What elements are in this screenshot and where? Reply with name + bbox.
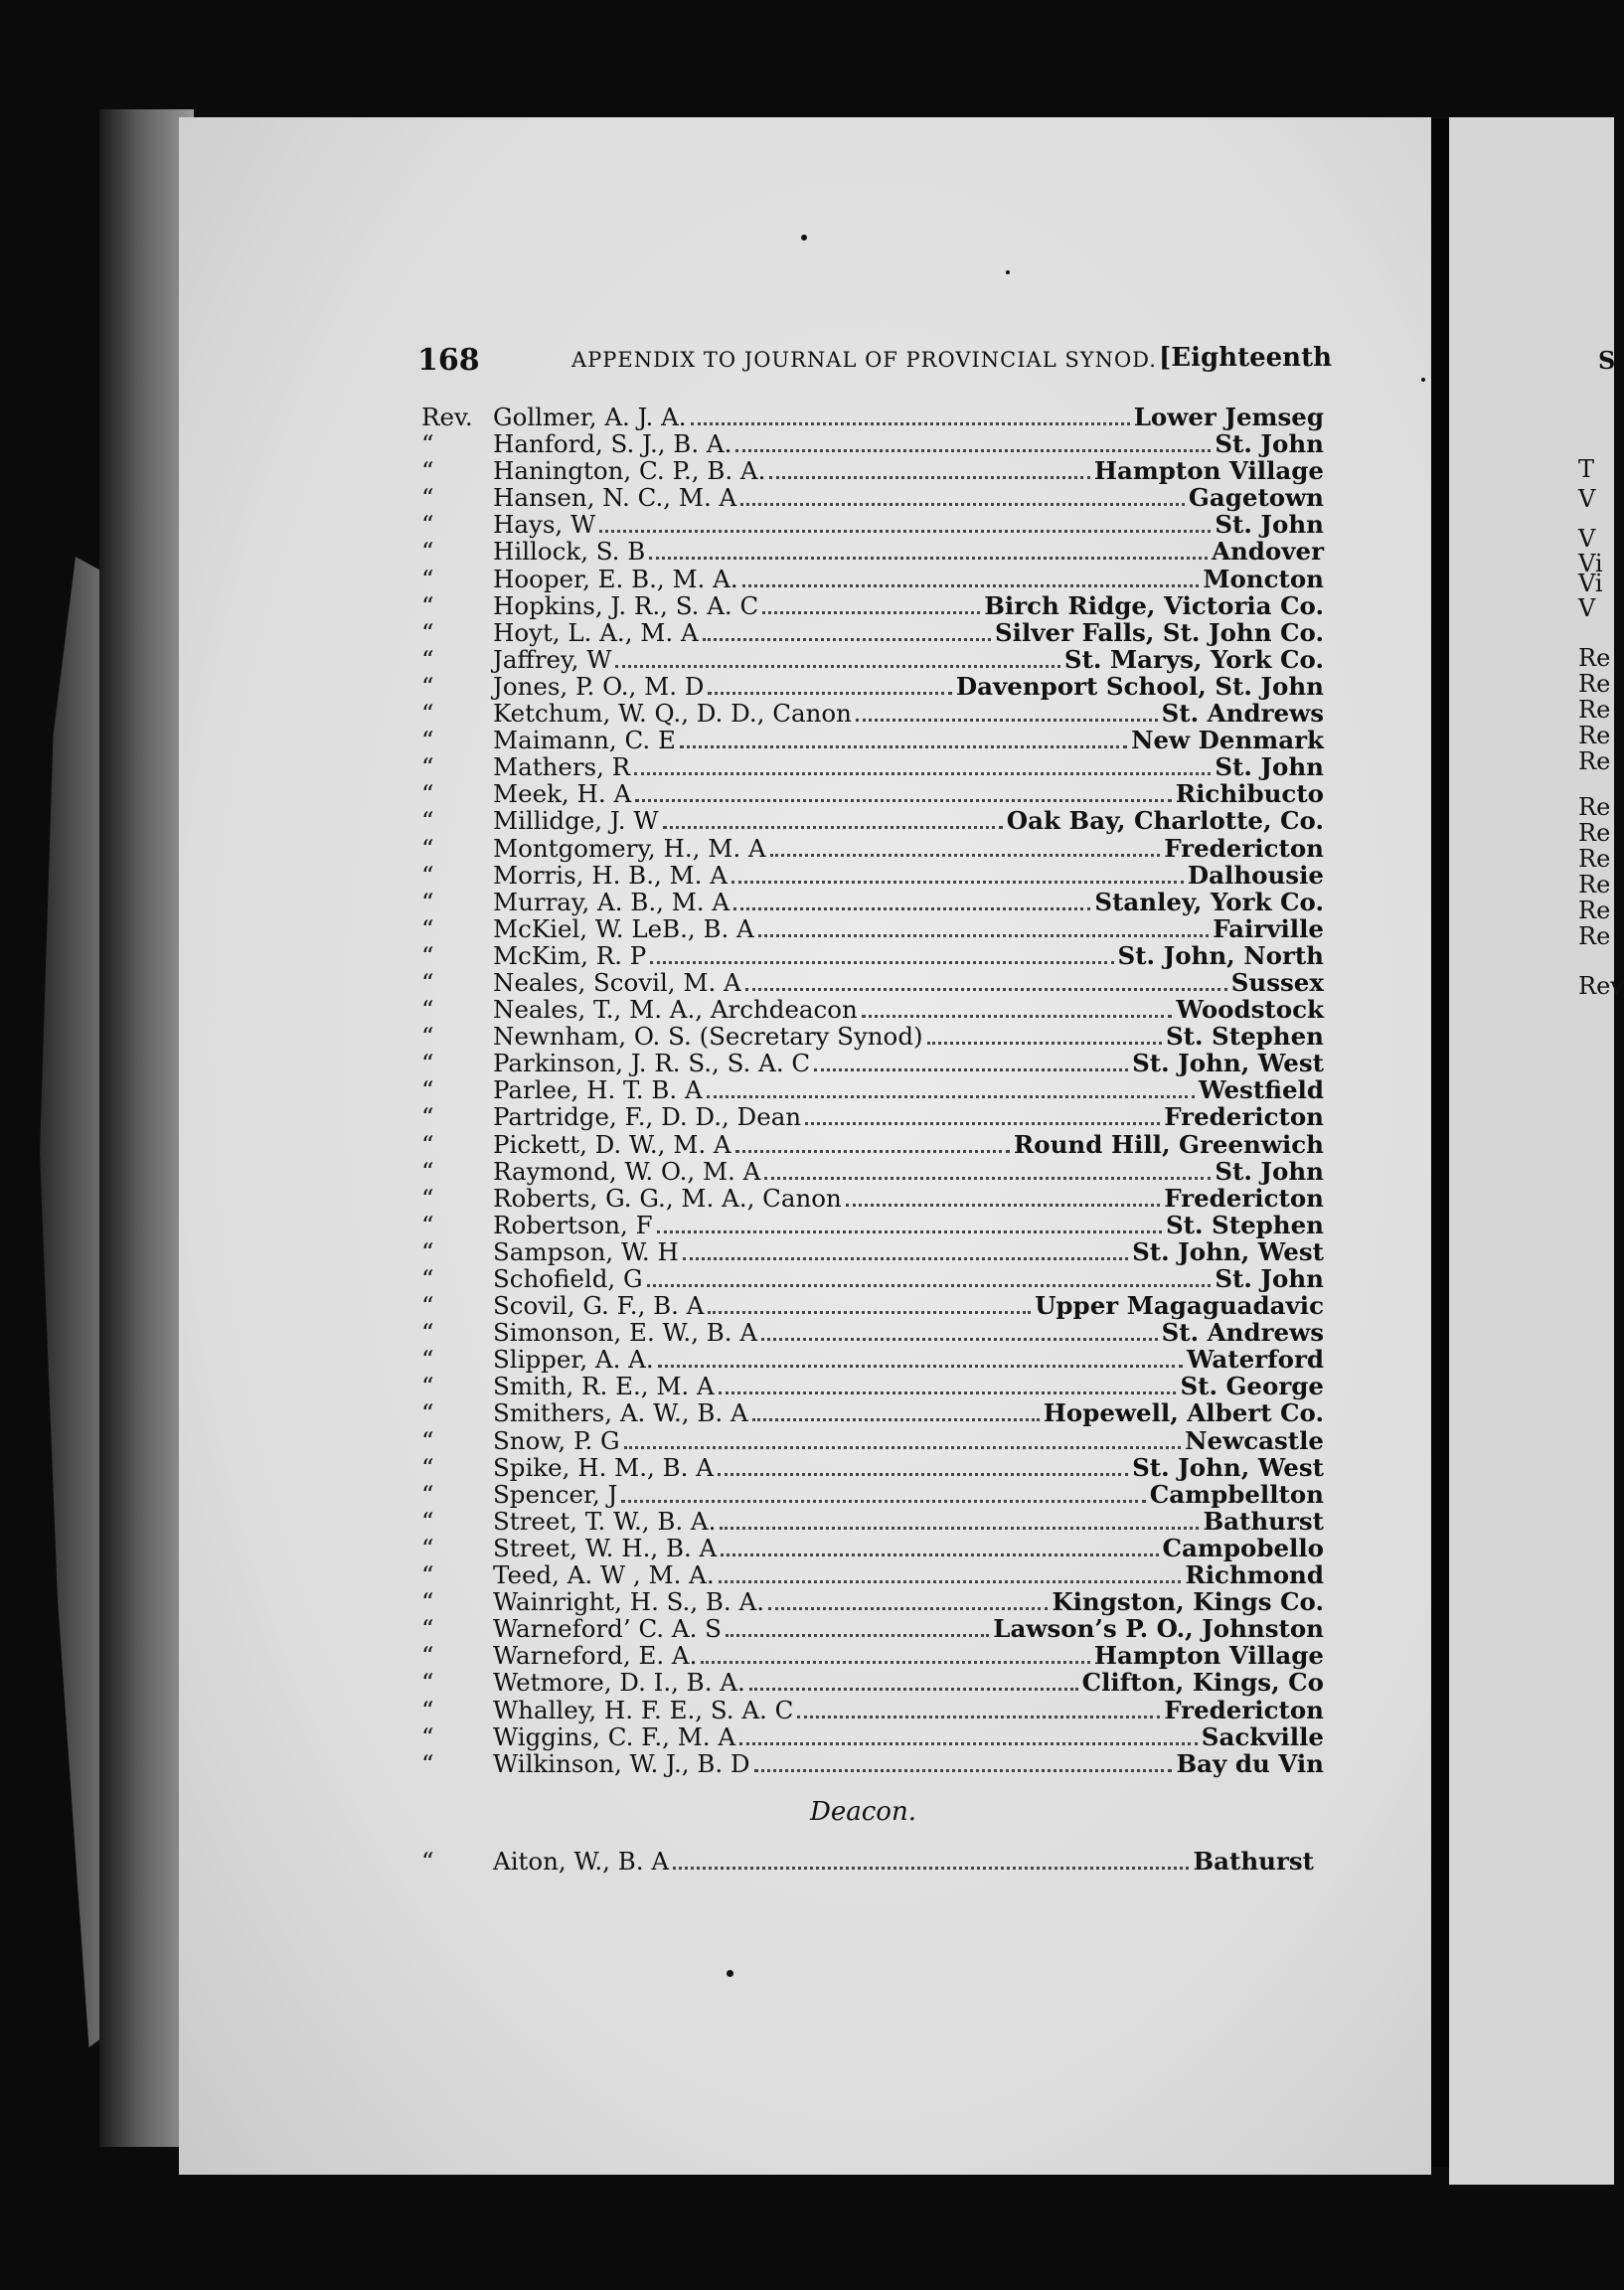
entry-prefix: “ — [421, 456, 434, 486]
entry-place: Richibucto — [1175, 779, 1324, 809]
dot-leader — [742, 584, 1200, 587]
clergy-entry — [417, 1075, 1324, 1105]
ink-speck — [727, 1970, 733, 1977]
ink-speck — [1421, 378, 1425, 382]
section-heading-deacon: Deacon. — [810, 1797, 916, 1827]
entry-name: Neales, T., M. A., Archdeacon — [493, 995, 858, 1025]
entry-name: Murray, A. B., M. A — [493, 887, 731, 916]
facing-page-fragment: T — [1578, 455, 1595, 483]
facing-page-fragment: Rev — [1578, 972, 1624, 1000]
entry-name: Warneford’ C. A. S — [493, 1614, 722, 1644]
entry-prefix: “ — [421, 671, 434, 701]
entry-name: Pickett, D. W., M. A — [493, 1129, 731, 1159]
entry-place: Hopewell, Albert Co. — [1043, 1398, 1324, 1428]
entry-place: Waterford — [1187, 1345, 1324, 1375]
entry-place: Round Hill, Greenwich — [1013, 1129, 1324, 1159]
entry-prefix: “ — [421, 1075, 434, 1105]
entry-prefix: “ — [421, 995, 434, 1025]
clergy-entry — [417, 618, 1324, 645]
entry-name: Jaffrey, W — [493, 644, 612, 674]
entry-name: Maimann, C. E — [493, 726, 676, 755]
entry-place: St. John, West — [1132, 1452, 1324, 1482]
entry-place: Upper Magaguadavic — [1035, 1291, 1324, 1321]
entry-prefix: “ — [421, 1049, 434, 1078]
entry-prefix: “ — [421, 1587, 434, 1617]
clergy-entry — [417, 1668, 1324, 1698]
dot-leader — [805, 1122, 1160, 1125]
entry-name: Hansen, N. C., M. A — [493, 483, 737, 513]
entry-prefix: “ — [421, 1721, 434, 1751]
clergy-entry — [417, 1587, 1324, 1617]
clergy-list — [417, 403, 1324, 1776]
entry-place: Richmond — [1185, 1560, 1324, 1590]
dot-leader — [768, 1607, 1048, 1610]
page-number: 168 — [417, 343, 480, 378]
entry-place: Hampton Village — [1093, 1641, 1324, 1671]
entry-prefix: “ — [421, 779, 434, 809]
entry-prefix: “ — [421, 1695, 434, 1724]
entry-place: St. John, North — [1117, 940, 1324, 970]
clergy-entry — [417, 1507, 1324, 1534]
entry-place: Sackville — [1201, 1721, 1324, 1751]
entry-prefix: “ — [421, 752, 434, 782]
entry-place: Fredericton — [1164, 1695, 1324, 1724]
dot-leader — [721, 1554, 1158, 1556]
entry-name: Jones, P. O., M. D — [493, 671, 705, 701]
entry-name: Parkinson, J. R. S., S. A. C — [493, 1049, 811, 1078]
dot-leader — [658, 1365, 1183, 1368]
clergy-entry — [417, 1749, 1324, 1776]
entry-place: Fredericton — [1164, 1183, 1324, 1213]
page-header — [417, 343, 1332, 383]
clergy-entry — [417, 1264, 1324, 1291]
entry-place: Clifton, Kings, Co — [1081, 1668, 1324, 1698]
clergy-entry — [417, 914, 1324, 941]
entry-name: Hillock, S. B — [493, 537, 646, 567]
clergy-entry — [417, 941, 1324, 968]
dot-leader — [634, 772, 1211, 775]
entry-prefix: “ — [421, 860, 434, 890]
entry-prefix: “ — [421, 913, 434, 943]
facing-page-fragment: Re — [1578, 793, 1611, 821]
clergy-entry — [417, 1614, 1324, 1644]
dot-leader — [733, 907, 1090, 910]
dot-leader — [719, 1580, 1182, 1583]
clergy-entry — [417, 1345, 1324, 1375]
facing-page-fragment: Re — [1578, 871, 1611, 899]
entry-prefix: “ — [421, 1210, 434, 1239]
entry-name: Street, W. H., B. A — [493, 1533, 718, 1562]
clergy-entry — [417, 672, 1324, 699]
entry-name: McKim, R. P — [493, 940, 647, 970]
entry-place: Lower Jemseg — [1133, 403, 1324, 431]
clergy-entry — [417, 1291, 1324, 1321]
clergy-entry — [417, 861, 1324, 888]
entry-name: Ketchum, W. Q., D. D., Canon — [493, 699, 852, 729]
entry-name: Hays, W — [493, 510, 596, 540]
entry-place: Bathurst — [1203, 1506, 1324, 1536]
dot-leader — [708, 1311, 1031, 1314]
entry-name: Montgomery, H., M. A — [493, 833, 766, 863]
clergy-entry — [417, 1426, 1324, 1453]
dot-leader — [731, 881, 1184, 884]
entry-place: Fredericton — [1164, 1102, 1324, 1132]
entry-name: Wetmore, D. I., B. A. — [493, 1668, 745, 1698]
ink-speck — [1006, 270, 1010, 274]
facing-page-fragment: Re — [1578, 845, 1611, 873]
entry-name: Schofield, G — [493, 1264, 643, 1293]
entry-prefix: “ — [421, 1668, 434, 1698]
facing-page-fragment: Re — [1578, 922, 1611, 950]
dot-leader — [657, 1230, 1162, 1233]
entry-name: Millidge, J. W — [493, 806, 659, 836]
entry-prefix: “ — [421, 1452, 434, 1482]
dot-leader — [726, 1634, 989, 1637]
entry-name: Parlee, H. T. B. A — [493, 1075, 703, 1105]
dot-leader — [927, 1042, 1162, 1045]
entry-place: Andover — [1211, 537, 1324, 567]
clergy-entry — [417, 1372, 1324, 1401]
entry-prefix: “ — [421, 1560, 434, 1590]
entry-prefix: “ — [421, 726, 434, 755]
dot-leader — [745, 988, 1227, 991]
dot-leader — [749, 1688, 1078, 1691]
entry-prefix: “ — [421, 537, 434, 567]
clergy-entry — [417, 1480, 1324, 1507]
dot-leader — [770, 854, 1161, 857]
clergy-entry — [417, 1184, 1324, 1211]
facing-page — [1449, 117, 1624, 2185]
facing-page-fragment: Re — [1578, 670, 1611, 698]
entry-name: Teed, A. W , M. A. — [493, 1560, 715, 1590]
dot-leader — [647, 1284, 1212, 1287]
clergy-entry — [417, 806, 1324, 836]
clergy-entry — [417, 645, 1324, 672]
clergy-entry — [417, 1534, 1324, 1560]
clergy-entry — [417, 510, 1324, 540]
entry-prefix: “ — [421, 967, 434, 997]
clergy-entry — [417, 1722, 1324, 1749]
dot-leader — [708, 692, 951, 695]
dot-leader — [856, 719, 1158, 722]
entry-prefix: “ — [421, 1479, 434, 1509]
entry-prefix: “ — [421, 833, 434, 863]
running-title: APPENDIX TO JOURNAL OF PROVINCIAL SYNOD. — [571, 348, 1157, 372]
entry-prefix: “ — [421, 1748, 434, 1778]
entry-name: Sampson, W. H — [493, 1236, 679, 1266]
dot-leader — [621, 1500, 1145, 1503]
entry-prefix: “ — [421, 429, 434, 459]
facing-page-fragment: V — [1578, 485, 1596, 513]
dot-leader — [735, 1150, 1010, 1153]
entry-name: Wilkinson, W. J., B. D — [493, 1748, 750, 1778]
clergy-entry — [417, 834, 1324, 861]
dot-leader — [735, 449, 1211, 452]
clergy-entry — [417, 699, 1324, 729]
facing-page-fragment: S — [1598, 346, 1616, 375]
entry-place: Stanley, York Co. — [1094, 887, 1324, 916]
entry-place: Bathurst — [1193, 1847, 1314, 1876]
entry-place: Dalhousie — [1187, 860, 1324, 890]
clergy-entry — [417, 483, 1324, 513]
facing-page-fragment: Vi — [1578, 550, 1603, 577]
entry-place: Kingston, Kings Co. — [1052, 1587, 1324, 1617]
dot-leader — [718, 1473, 1128, 1476]
entry-place: St. John — [1215, 429, 1324, 459]
clergy-entry — [417, 1696, 1324, 1722]
entry-place: Campbellton — [1149, 1479, 1324, 1509]
entry-name: Partridge, F., D. D., Dean — [493, 1102, 802, 1132]
entry-prefix: “ — [421, 1102, 434, 1132]
entry-prefix: “ — [421, 1022, 434, 1052]
entry-prefix: “ — [421, 1345, 434, 1375]
clergy-entry — [417, 591, 1324, 618]
clergy-entry — [417, 726, 1324, 755]
clergy-entry — [417, 1102, 1324, 1132]
dot-leader — [691, 422, 1130, 425]
entry-name: Scovil, G. F., B. A — [493, 1291, 705, 1321]
dot-leader — [599, 530, 1211, 533]
clergy-entry — [417, 752, 1324, 782]
entry-place: Lawson’s P. O., Johnston — [993, 1614, 1324, 1644]
entry-place: St. George — [1180, 1372, 1324, 1401]
dot-leader — [761, 1338, 1158, 1341]
entry-prefix: “ — [421, 1398, 434, 1428]
entry-prefix: “ — [421, 483, 434, 513]
entry-place: Moncton — [1203, 564, 1324, 593]
dot-leader — [703, 638, 991, 641]
entry-name: Snow, P. G — [493, 1425, 620, 1455]
clergy-entry — [417, 1398, 1324, 1428]
dot-leader — [663, 826, 1003, 829]
dot-leader — [701, 1661, 1089, 1664]
dot-leader — [797, 1716, 1160, 1718]
entry-name: Roberts, G. G., M. A., Canon — [493, 1183, 842, 1213]
entry-place: New Denmark — [1131, 726, 1324, 755]
dot-leader — [707, 1095, 1195, 1098]
deacon-entry — [417, 1847, 1314, 1874]
entry-place: Westfield — [1198, 1075, 1324, 1105]
clergy-entry — [417, 1157, 1324, 1184]
ink-speck — [801, 235, 807, 241]
dot-leader — [764, 1177, 1211, 1180]
entry-prefix: “ — [421, 1264, 434, 1293]
clergy-entry — [417, 888, 1324, 914]
entry-prefix: “ — [421, 1506, 434, 1536]
entry-place: Woodstock — [1176, 995, 1324, 1025]
entry-place: Silver Falls, St. John Co. — [994, 617, 1324, 647]
facing-page-fragment: Vi — [1578, 570, 1603, 597]
entry-place: Fredericton — [1164, 833, 1324, 863]
entry-prefix: “ — [421, 644, 434, 674]
clergy-entry — [417, 403, 1324, 429]
dot-leader — [615, 665, 1059, 668]
entry-place: Gagetown — [1188, 483, 1324, 513]
entry-place: St. John — [1215, 1156, 1324, 1186]
entry-name: Neales, Scovil, M. A — [493, 967, 741, 997]
clergy-entry — [417, 995, 1324, 1025]
entry-name: Smith, R. E., M. A — [493, 1372, 715, 1401]
entry-place: Fairville — [1213, 913, 1324, 943]
entry-name: Gollmer, A. J. A. — [493, 403, 687, 431]
dot-leader — [740, 503, 1185, 506]
facing-page-fragment: V — [1578, 594, 1596, 622]
entry-prefix: Rev. — [421, 403, 473, 431]
entry-name: McKiel, W. LeB., B. A — [493, 913, 754, 943]
entry-prefix: “ — [421, 806, 434, 836]
entry-prefix: “ — [421, 564, 434, 593]
entry-place: Sussex — [1230, 967, 1324, 997]
dot-leader — [650, 961, 1113, 964]
entry-prefix: “ — [421, 1318, 434, 1348]
facing-page-fragment: Re — [1578, 696, 1611, 724]
dot-leader — [719, 1391, 1177, 1394]
entry-prefix: “ — [421, 1533, 434, 1562]
clergy-entry — [417, 1130, 1324, 1157]
entry-prefix: “ — [421, 887, 434, 916]
dot-leader — [680, 745, 1127, 748]
clergy-entry — [417, 537, 1324, 567]
entry-name: Whalley, H. F. E., S. A. C — [493, 1695, 794, 1724]
entry-place: St. Marys, York Co. — [1063, 644, 1324, 674]
clergy-entry — [417, 779, 1324, 809]
entry-place: Davenport School, St. John — [955, 671, 1324, 701]
entry-place: St. John — [1215, 752, 1324, 782]
entry-place: Oak Bay, Charlotte, Co. — [1006, 806, 1324, 836]
clergy-entry — [417, 1318, 1324, 1348]
entry-place: Hampton Village — [1093, 456, 1324, 486]
running-edition: [Eighteenth — [1159, 343, 1332, 373]
entry-name: Wainright, H. S., B. A. — [493, 1587, 764, 1617]
entry-name: Simonson, E. W., B. A — [493, 1318, 758, 1348]
entry-place: Birch Ridge, Victoria Co. — [984, 590, 1324, 620]
entry-place: St. Andrews — [1161, 699, 1324, 729]
entry-name: Wiggins, C. F., M. A — [493, 1721, 736, 1751]
entry-name: Hooper, E. B., M. A. — [493, 564, 738, 593]
entry-place: St. John — [1215, 510, 1324, 540]
facing-page-fragment: Re — [1578, 747, 1611, 775]
dot-leader — [649, 557, 1208, 560]
entry-prefix: “ — [421, 510, 434, 540]
entry-place: St. Stephen — [1165, 1022, 1324, 1052]
facing-page-fragment: Re — [1578, 819, 1611, 847]
entry-prefix: “ — [421, 699, 434, 729]
dot-leader — [752, 1418, 1040, 1421]
entry-name: Newnham, O. S. (Secretary Synod) — [493, 1022, 923, 1052]
entry-prefix: “ — [421, 1847, 434, 1876]
dot-leader — [754, 1769, 1173, 1772]
entry-name: Aiton, W., B. A — [493, 1847, 670, 1876]
entry-name: Meek, H. A — [493, 779, 632, 809]
entry-place: St. John — [1215, 1264, 1324, 1293]
entry-place: Newcastle — [1185, 1425, 1324, 1455]
entry-place: St. Stephen — [1165, 1210, 1324, 1239]
clergy-entry — [417, 565, 1324, 591]
dot-leader — [846, 1204, 1160, 1207]
clergy-entry — [417, 1237, 1324, 1264]
entry-name: Spike, H. M., B. A — [493, 1452, 714, 1482]
entry-prefix: “ — [421, 590, 434, 620]
facing-page-fragment: V — [1578, 525, 1596, 553]
entry-name: Morris, H. B., M. A — [493, 860, 728, 890]
entry-name: Mathers, R — [493, 752, 631, 782]
dot-leader — [769, 476, 1089, 479]
entry-place: St. Andrews — [1161, 1318, 1324, 1348]
entry-name: Warneford, E. A. — [493, 1641, 698, 1671]
dot-leader — [814, 1068, 1128, 1071]
entry-name: Raymond, W. O., M. A — [493, 1156, 761, 1186]
clergy-entry — [417, 429, 1324, 459]
entry-prefix: “ — [421, 1291, 434, 1321]
entry-prefix: “ — [421, 1183, 434, 1213]
dot-leader — [635, 799, 1172, 802]
entry-prefix: “ — [421, 1614, 434, 1644]
entry-place: Bay du Vin — [1176, 1748, 1324, 1778]
dot-leader — [739, 1742, 1198, 1745]
dot-leader — [673, 1867, 1189, 1870]
entry-name: Spencer, J — [493, 1479, 618, 1509]
entry-prefix: “ — [421, 1641, 434, 1671]
entry-prefix: “ — [421, 1372, 434, 1401]
entry-name: Hanford, S. J., B. A. — [493, 429, 732, 459]
entry-name: Robertson, F — [493, 1210, 653, 1239]
entry-place: Campobello — [1162, 1533, 1324, 1562]
entry-prefix: “ — [421, 1425, 434, 1455]
clergy-entry — [417, 1049, 1324, 1078]
clergy-entry — [417, 1453, 1324, 1480]
clergy-entry — [417, 1641, 1324, 1671]
clergy-entry — [417, 968, 1324, 995]
entry-prefix: “ — [421, 1129, 434, 1159]
entry-name: Street, T. W., B. A. — [493, 1506, 717, 1536]
dot-leader — [683, 1257, 1128, 1260]
entry-place: St. John, West — [1132, 1236, 1324, 1266]
entry-prefix: “ — [421, 1156, 434, 1186]
entry-prefix: “ — [421, 940, 434, 970]
clergy-entry — [417, 1022, 1324, 1052]
dot-leader — [720, 1527, 1199, 1530]
facing-page-fragment: Re — [1578, 897, 1611, 924]
entry-name: Hoyt, L. A., M. A — [493, 617, 699, 647]
dot-leader — [624, 1446, 1182, 1449]
entry-prefix: “ — [421, 1236, 434, 1266]
entry-place: St. John, West — [1132, 1049, 1324, 1078]
dot-leader — [758, 934, 1209, 937]
entry-name: Slipper, A. A. — [493, 1345, 654, 1375]
entry-name: Hopkins, J. R., S. A. C — [493, 590, 759, 620]
clergy-entry — [417, 1211, 1324, 1237]
dot-leader — [862, 1015, 1173, 1018]
facing-page-fragment: Re — [1578, 722, 1611, 749]
gutter-shadow — [1431, 119, 1451, 2167]
entry-prefix: “ — [421, 617, 434, 647]
clergy-entry — [417, 1560, 1324, 1590]
facing-page-fragment: Re — [1578, 644, 1611, 672]
clergy-entry — [417, 456, 1324, 486]
entry-name: Smithers, A. W., B. A — [493, 1398, 748, 1428]
entry-name: Hanington, C. P., B. A. — [493, 456, 766, 486]
dot-leader — [762, 611, 980, 614]
